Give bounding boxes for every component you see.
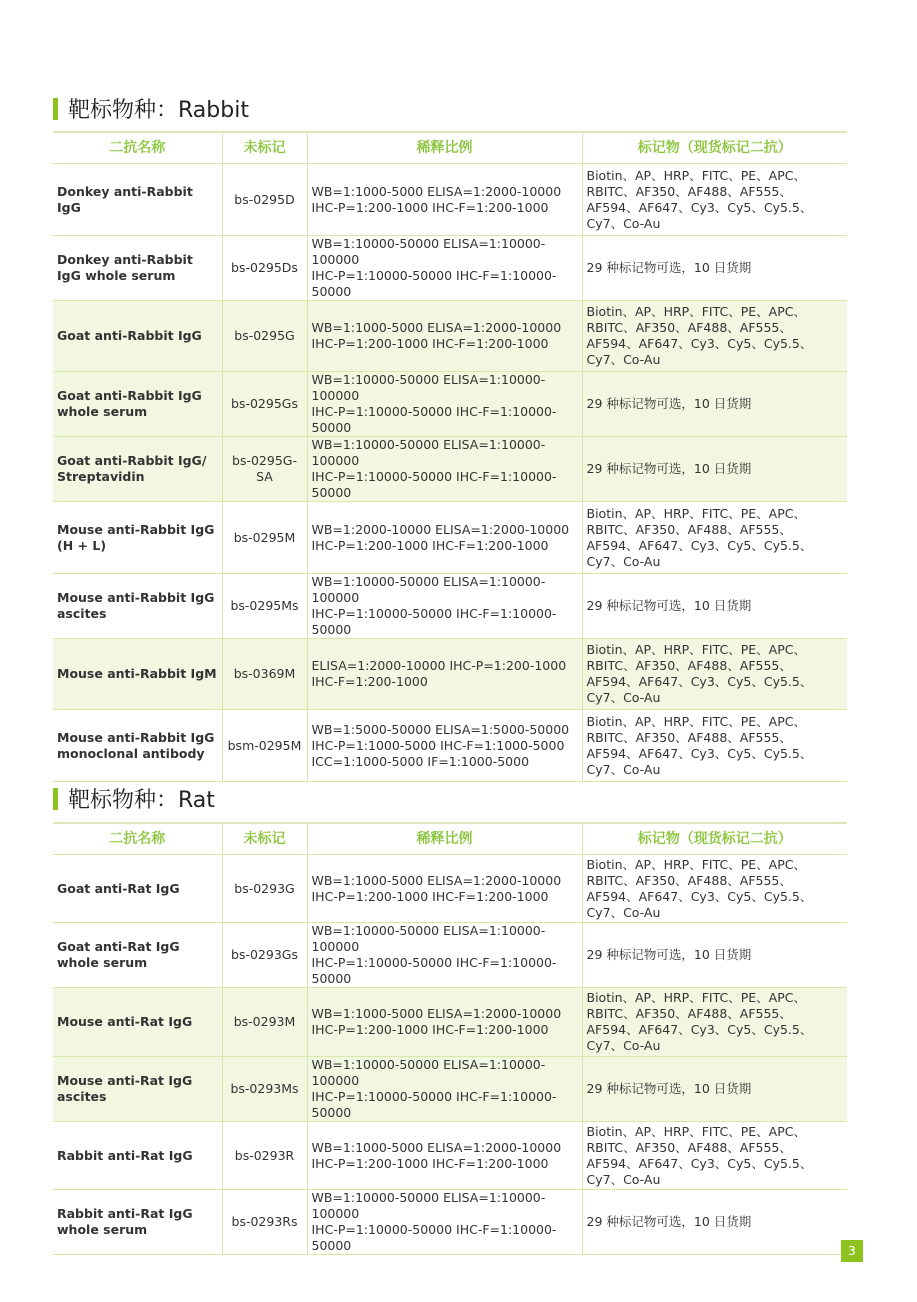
antibody-name: Goat anti-Rabbit IgG whole serum (53, 372, 222, 437)
table-header-row (53, 823, 847, 855)
dilution-ratio: WB=1:10000-50000 ELISA=1:10000-100000 IHC-P=1:10000-50000 IHC-F=1:10000-50000 (307, 437, 582, 502)
column-header: 二抗名称 (53, 823, 222, 855)
dilution-ratio: WB=1:2000-10000 ELISA=1:2000-10000 IHC-P=1:200-1000 IHC-F=1:200-1000 (307, 502, 582, 574)
dilution-ratio: WB=1:1000-5000 ELISA=1:2000-10000 IHC-P=1:200-1000 IHC-F=1:200-1000 (307, 164, 582, 236)
dilution-ratio: WB=1:10000-50000 ELISA=1:10000-100000 IHC-P=1:10000-50000 IHC-F=1:10000-50000 (307, 236, 582, 301)
product-code: bs-0369M (222, 639, 307, 710)
antibody-name: Mouse anti-Rabbit IgG monoclonal antibody (53, 710, 222, 782)
dilution-ratio: WB=1:10000-50000 ELISA=1:10000-100000 IHC-P=1:10000-50000 IHC-F=1:10000-50000 (307, 923, 582, 988)
column-header: 二抗名称 (53, 132, 222, 164)
product-code: bs-0293Ms (222, 1057, 307, 1122)
available-labels: 29 种标记物可选，10 日货期 (582, 236, 847, 301)
product-code: bs-0293R (222, 1122, 307, 1190)
product-code: bs-0295Ds (222, 236, 307, 301)
dilution-ratio: WB=1:1000-5000 ELISA=1:2000-10000 IHC-P=1:200-1000 IHC-F=1:200-1000 (307, 855, 582, 923)
antibody-name: Mouse anti-Rabbit IgM (53, 639, 222, 710)
available-labels: Biotin、AP、HRP、FITC、PE、APC、RBITC、AF350、AF488、AF555、AF594、AF647、Cy3、Cy5、Cy5.5、Cy7、Co-Au (582, 710, 847, 782)
antibody-name: Rabbit anti-Rat IgG whole serum (53, 1190, 222, 1255)
table-row (53, 923, 847, 988)
table-row (53, 236, 847, 301)
dilution-ratio: WB=1:1000-5000 ELISA=1:2000-10000 IHC-P=1:200-1000 IHC-F=1:200-1000 (307, 988, 582, 1057)
table-row (53, 164, 847, 236)
available-labels: Biotin、AP、HRP、FITC、PE、APC、RBITC、AF350、AF488、AF555、AF594、AF647、Cy3、Cy5、Cy5.5、Cy7、Co-Au (582, 301, 847, 372)
title-accent-bar (53, 788, 58, 810)
product-code: bs-0295D (222, 164, 307, 236)
product-code: bs-0293Gs (222, 923, 307, 988)
available-labels: 29 种标记物可选，10 日货期 (582, 574, 847, 639)
product-code: bs-0295G-SA (222, 437, 307, 502)
table-row (53, 1190, 847, 1255)
rabbit-antibody-table (53, 131, 847, 782)
antibody-name: Goat anti-Rat IgG (53, 855, 222, 923)
section-title-rabbit (53, 93, 249, 124)
table-row (53, 372, 847, 437)
table-row (53, 1122, 847, 1190)
table-row (53, 301, 847, 372)
antibody-name: Rabbit anti-Rat IgG (53, 1122, 222, 1190)
dilution-ratio: WB=1:10000-50000 ELISA=1:10000-100000 IHC-P=1:10000-50000 IHC-F=1:10000-50000 (307, 372, 582, 437)
antibody-name: Mouse anti-Rabbit IgG ascites (53, 574, 222, 639)
dilution-ratio: WB=1:1000-5000 ELISA=1:2000-10000 IHC-P=1:200-1000 IHC-F=1:200-1000 (307, 301, 582, 372)
column-header: 稀释比例 (307, 132, 582, 164)
product-code: bs-0293M (222, 988, 307, 1057)
available-labels: 29 种标记物可选，10 日货期 (582, 923, 847, 988)
product-code: bs-0293Rs (222, 1190, 307, 1255)
dilution-ratio: WB=1:10000-50000 ELISA=1:10000-100000 IHC-P=1:10000-50000 IHC-F=1:10000-50000 (307, 1190, 582, 1255)
table-row (53, 988, 847, 1057)
product-code: bsm-0295M (222, 710, 307, 782)
table-row (53, 437, 847, 502)
antibody-name: Donkey anti-Rabbit IgG whole serum (53, 236, 222, 301)
table-row (53, 502, 847, 574)
available-labels: 29 种标记物可选，10 日货期 (582, 1190, 847, 1255)
product-code: bs-0293G (222, 855, 307, 923)
section-title-text: 靶标物种：Rabbit (68, 98, 249, 123)
antibody-name: Mouse anti-Rat IgG ascites (53, 1057, 222, 1122)
product-code: bs-0295Gs (222, 372, 307, 437)
product-code: bs-0295Ms (222, 574, 307, 639)
dilution-ratio: WB=1:5000-50000 ELISA=1:5000-50000 IHC-P=1:1000-5000 IHC-F=1:1000-5000 ICC=1:1000-5000 IF=1:1000-5000 (307, 710, 582, 782)
rat-antibody-table (53, 822, 847, 1255)
antibody-name: Donkey anti-Rabbit IgG (53, 164, 222, 236)
available-labels: 29 种标记物可选，10 日货期 (582, 372, 847, 437)
available-labels: 29 种标记物可选，10 日货期 (582, 437, 847, 502)
column-header: 标记物（现货标记二抗） (582, 132, 847, 164)
title-accent-bar (53, 98, 58, 120)
column-header: 未标记 (222, 132, 307, 164)
table-row (53, 639, 847, 710)
column-header: 未标记 (222, 823, 307, 855)
table-row (53, 710, 847, 782)
available-labels: Biotin、AP、HRP、FITC、PE、APC、RBITC、AF350、AF488、AF555、AF594、AF647、Cy3、Cy5、Cy5.5、Cy7、Co-Au (582, 855, 847, 923)
column-header: 标记物（现货标记二抗） (582, 823, 847, 855)
available-labels: Biotin、AP、HRP、FITC、PE、APC、RBITC、AF350、AF488、AF555、AF594、AF647、Cy3、Cy5、Cy5.5、Cy7、Co-Au (582, 639, 847, 710)
antibody-name: Mouse anti-Rat IgG (53, 988, 222, 1057)
section-title-text: 靶标物种：Rat (68, 788, 215, 813)
section-title-rat (53, 783, 215, 814)
page-number: 3 (841, 1240, 863, 1262)
table-row (53, 855, 847, 923)
antibody-name: Goat anti-Rabbit IgG (53, 301, 222, 372)
dilution-ratio: ELISA=1:2000-10000 IHC-P=1:200-1000 IHC-F=1:200-1000 (307, 639, 582, 710)
available-labels: 29 种标记物可选，10 日货期 (582, 1057, 847, 1122)
dilution-ratio: WB=1:10000-50000 ELISA=1:10000-100000 IHC-P=1:10000-50000 IHC-F=1:10000-50000 (307, 1057, 582, 1122)
table-row (53, 1057, 847, 1122)
table-row (53, 574, 847, 639)
antibody-name: Goat anti-Rabbit IgG/ Streptavidin (53, 437, 222, 502)
product-code: bs-0295M (222, 502, 307, 574)
dilution-ratio: WB=1:1000-5000 ELISA=1:2000-10000 IHC-P=1:200-1000 IHC-F=1:200-1000 (307, 1122, 582, 1190)
available-labels: Biotin、AP、HRP、FITC、PE、APC、RBITC、AF350、AF488、AF555、AF594、AF647、Cy3、Cy5、Cy5.5、Cy7、Co-Au (582, 164, 847, 236)
available-labels: Biotin、AP、HRP、FITC、PE、APC、RBITC、AF350、AF488、AF555、AF594、AF647、Cy3、Cy5、Cy5.5、Cy7、Co-Au (582, 502, 847, 574)
product-code: bs-0295G (222, 301, 307, 372)
available-labels: Biotin、AP、HRP、FITC、PE、APC、RBITC、AF350、AF488、AF555、AF594、AF647、Cy3、Cy5、Cy5.5、Cy7、Co-Au (582, 1122, 847, 1190)
table-header-row (53, 132, 847, 164)
dilution-ratio: WB=1:10000-50000 ELISA=1:10000-100000 IHC-P=1:10000-50000 IHC-F=1:10000-50000 (307, 574, 582, 639)
column-header: 稀释比例 (307, 823, 582, 855)
antibody-name: Goat anti-Rat IgG whole serum (53, 923, 222, 988)
antibody-name: Mouse anti-Rabbit IgG (H + L) (53, 502, 222, 574)
available-labels: Biotin、AP、HRP、FITC、PE、APC、RBITC、AF350、AF488、AF555、AF594、AF647、Cy3、Cy5、Cy5.5、Cy7、Co-Au (582, 988, 847, 1057)
